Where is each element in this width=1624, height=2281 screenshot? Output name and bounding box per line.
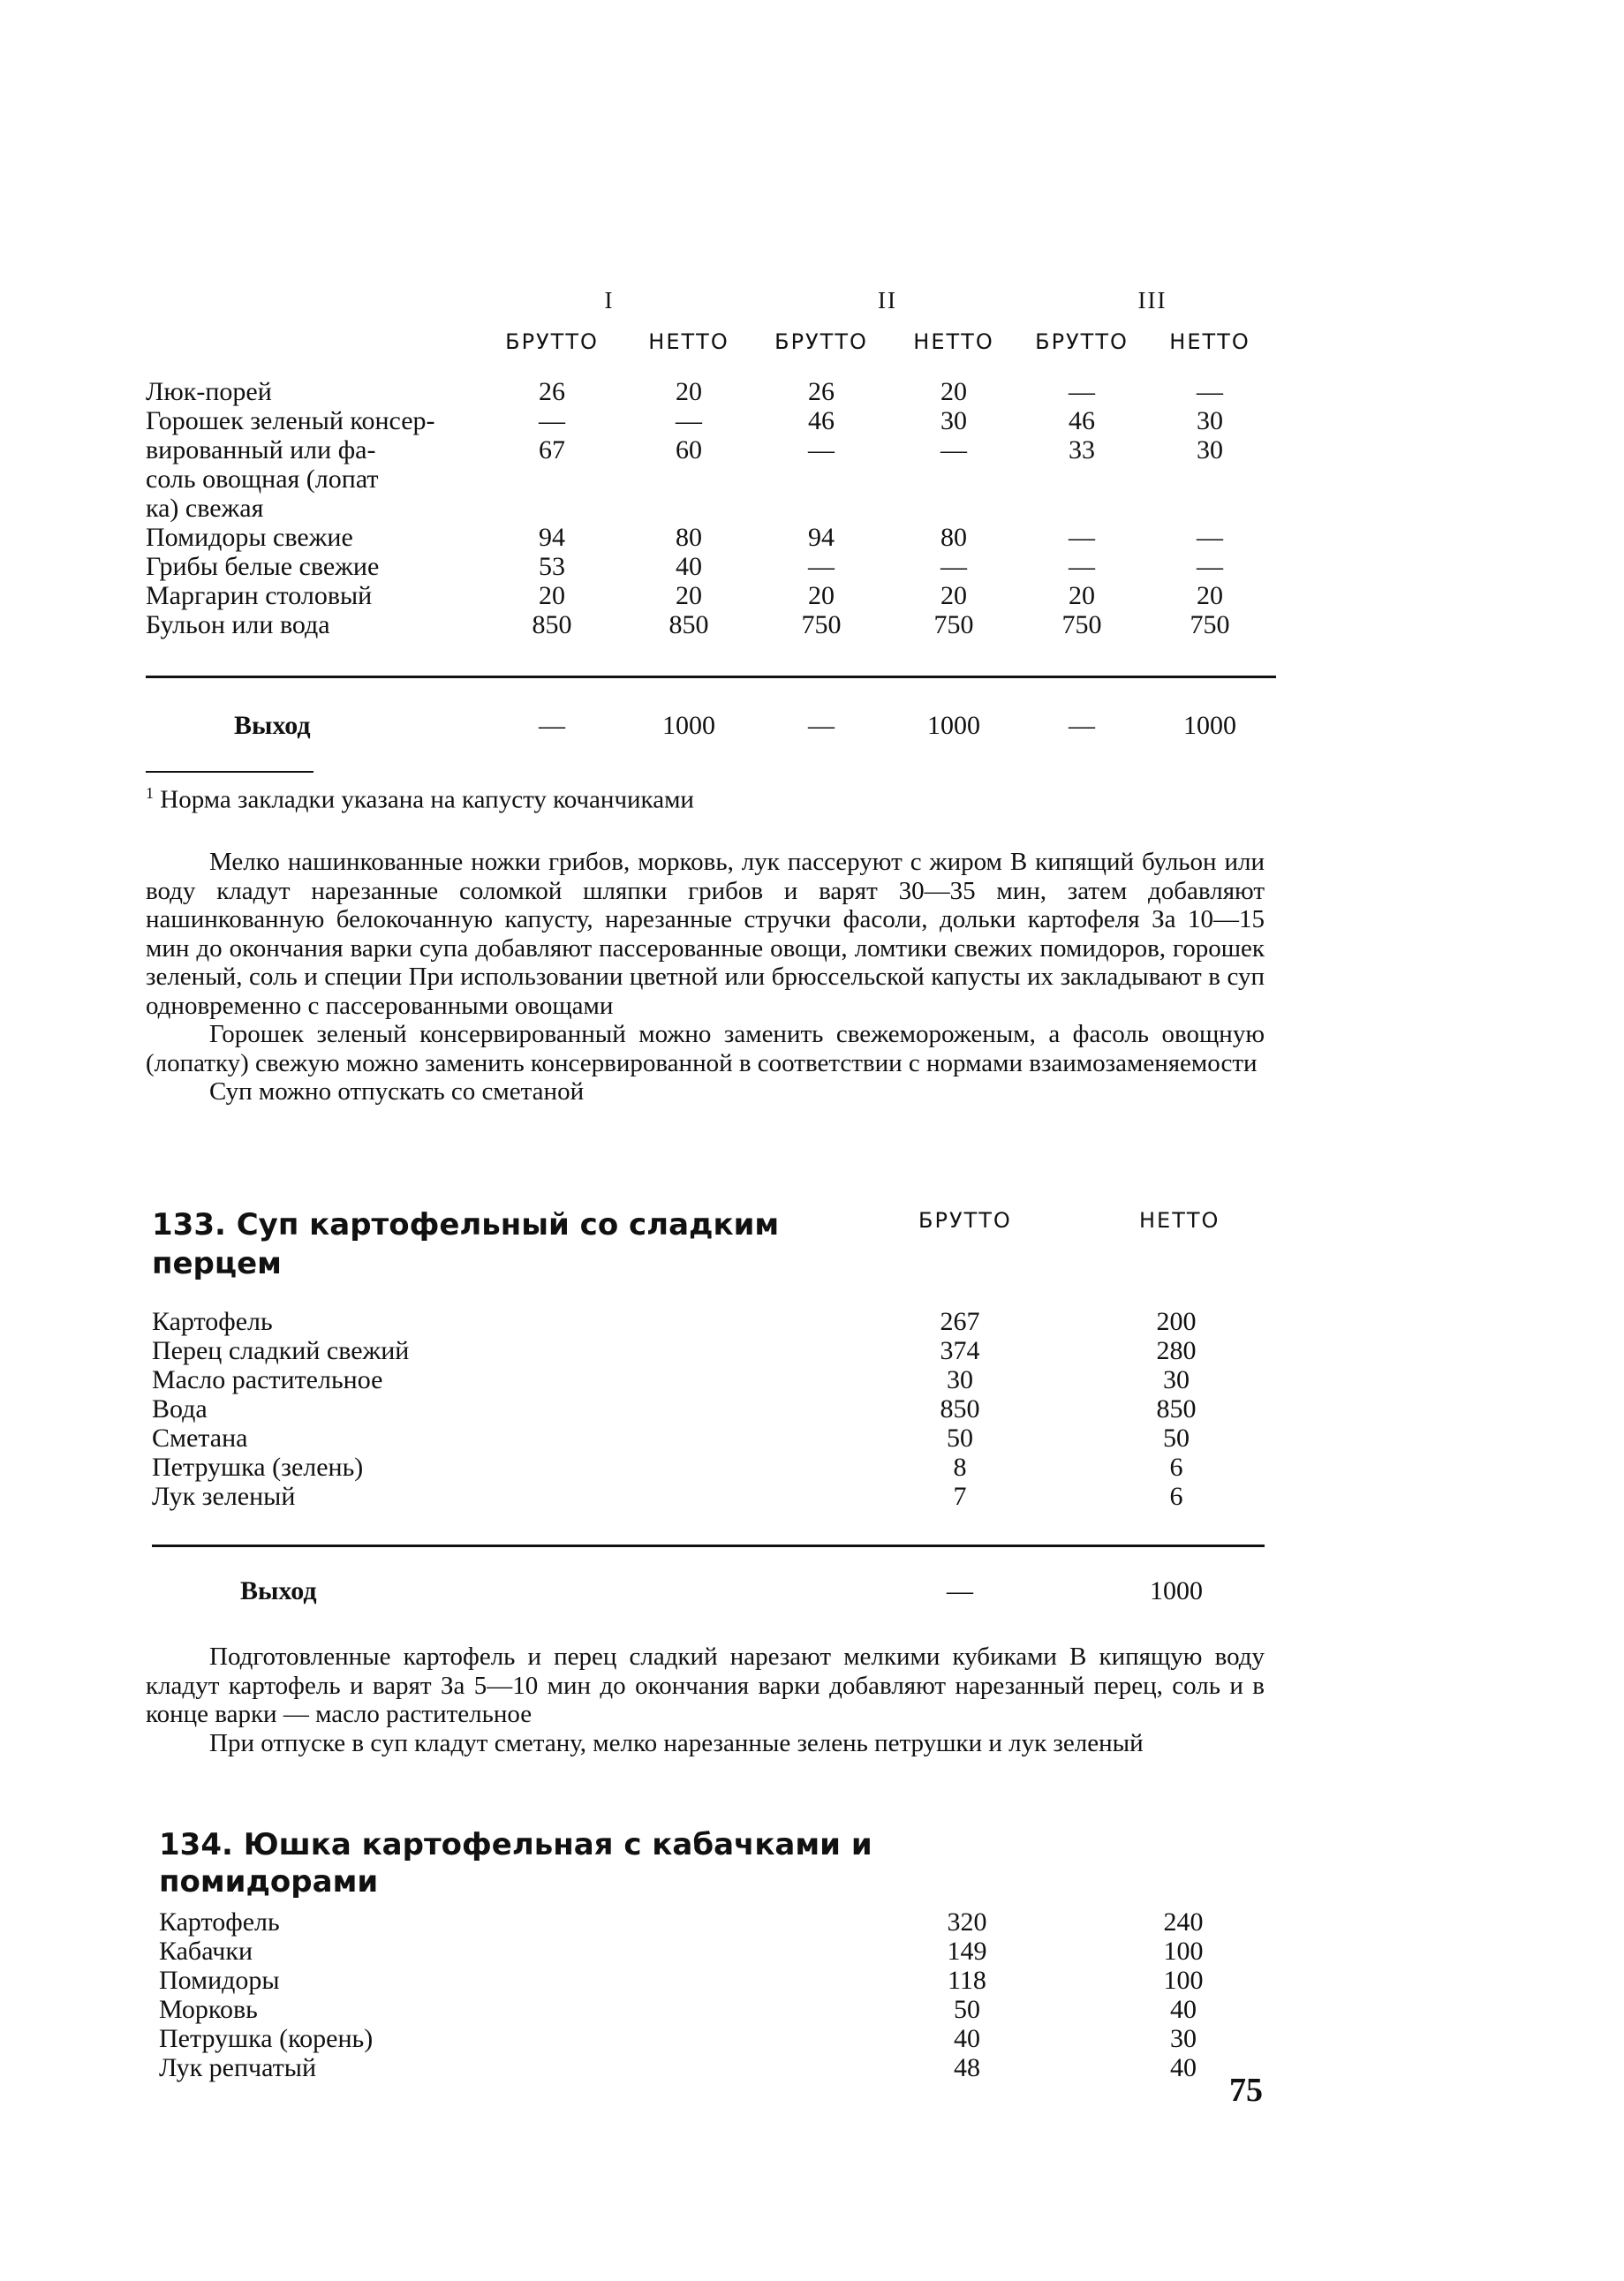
netto-cell: 100 [1163,1937,1204,1966]
netto-cell: 100 [1163,1966,1204,1995]
page-number: 75 [1229,2072,1263,2109]
column-header-brutto: БРУТТО [918,1208,1012,1233]
quantity-cell: — [940,435,967,465]
output-value: 1000 [927,711,980,740]
footnote-rule [146,771,313,773]
table-row [146,552,1276,581]
table-row [152,1424,1265,1453]
quantity-cell: — [808,552,835,581]
output-value: 1000 [662,711,715,740]
quantity-cell: — [1069,523,1095,552]
quantity-cell: — [1197,552,1223,581]
footnote-mark: 1 [146,784,154,802]
quantity-cell: — [539,406,565,435]
ingredient-name: Картофель [152,1307,273,1336]
brutto-cell: 320 [947,1907,987,1937]
quantity-cell: — [676,406,702,435]
ingredient-name: Помидоры свежие [146,523,353,552]
table-row [159,1907,1272,1937]
output-value: 1000 [1183,711,1236,740]
quantity-cell: 30 [940,406,967,435]
column-header: БРУТТО [774,329,868,354]
brutto-cell: 267 [940,1307,980,1336]
brutto-cell: 8 [953,1453,967,1482]
netto-cell: 240 [1163,1907,1204,1937]
paragraph: При отпуске в суп кладут сметану, мелко нарезанные зелень петрушки и лук зеленый [209,1728,1144,1757]
quantity-cell: 20 [1197,581,1223,610]
quantity-cell: — [1197,377,1223,406]
quantity-cell: 750 [1190,610,1230,639]
ingredients-table-variants [146,287,1276,740]
quantity-cell: 30 [1197,406,1223,435]
column-header-netto: НЕТТО [1139,1208,1220,1233]
recipe-134-ingredients [159,1907,1272,2082]
output-value: — [808,711,835,740]
table-row [152,1365,1265,1394]
quantity-cell: 40 [676,552,702,581]
output-value: — [1069,711,1095,740]
recipe-133-ingredients [152,1307,1265,1511]
table-row [159,2024,1272,2053]
quantity-cell: 26 [808,377,835,406]
ingredient-name: Перец сладкий свежий [152,1336,410,1365]
footnote [146,784,694,815]
netto-cell: 50 [1163,1424,1190,1453]
ingredient-name: вированный или фа- [146,435,376,465]
table-rule [146,676,1276,678]
table-row [152,1336,1265,1365]
ingredient-name: Лук репчатый [159,2053,316,2082]
paragraph: Горошек зеленый консервированный можно заменить свежемороженым, а фасоль овощную (лопатку) свежую можно заменить консервированной в соответствии с нормами взаимозаменяемости [146,1020,1265,1077]
table-body [146,377,1276,639]
table-row [146,465,1276,494]
quantity-cell: 850 [532,610,572,639]
recipe-title: 134. Юшка картофельная с кабачками и помидорами [159,1827,872,1900]
table-row [146,610,1276,639]
ingredient-name: соль овощная (лопат [146,465,379,494]
output-row [152,1576,1265,1612]
output-row [146,711,1276,746]
netto-cell: 6 [1169,1453,1183,1482]
netto-cell: 40 [1170,1995,1197,2024]
ingredient-name: Картофель [159,1907,280,1937]
table-row [152,1482,1265,1511]
ingredient-name: Люк-порей [146,377,272,406]
footnote-text: Норма закладки указана на капусту кочанчиками [160,785,694,814]
ingredient-name: Вода [152,1394,208,1424]
variant-header: I [604,287,615,313]
brutto-cell: 50 [947,1424,973,1453]
table-row [146,523,1276,552]
ingredient-name: Горошек зеленый консер- [146,406,435,435]
quantity-cell: 20 [676,377,702,406]
quantity-cell: 33 [1069,435,1095,465]
preparation-text [146,848,1265,1107]
preparation-text [146,1643,1265,1757]
quantity-cell: 26 [539,377,565,406]
quantity-cell: 30 [1197,435,1223,465]
brutto-cell: 50 [954,1995,980,2024]
variant-header: III [1137,287,1167,313]
brutto-cell: 118 [948,1966,986,1995]
quantity-cell: 60 [676,435,702,465]
output-value: — [539,711,565,740]
quantity-cell: — [1197,523,1223,552]
column-header: НЕТТО [648,329,729,354]
brutto-cell: 30 [947,1365,973,1394]
brutto-cell: 850 [940,1394,980,1424]
table-row [146,435,1276,465]
ingredient-name: Петрушка (зелень) [152,1453,364,1482]
brutto-cell: 48 [954,2053,980,2082]
quantity-cell: — [808,435,835,465]
brutto-cell: 40 [954,2024,980,2053]
ingredient-name: Бульон или вода [146,610,330,639]
ingredient-name: Петрушка (корень) [159,2024,374,2053]
ingredient-name: Сметана [152,1424,248,1453]
quantity-cell: 20 [539,581,565,610]
table-row [159,1966,1272,1995]
table-row [152,1307,1265,1336]
recipe-title: 133. Суп картофельный со сладким перцем [152,1207,780,1281]
ingredient-name: Грибы белые свежие [146,552,380,581]
variant-header: II [878,287,897,313]
netto-cell: 6 [1169,1482,1183,1511]
quantity-cell: — [1069,552,1095,581]
quantity-cell: 750 [933,610,974,639]
table-row [146,581,1276,610]
paragraph: Подготовленные картофель и перец сладкий нарезают мелкими кубиками В кипящую воду кладут картофель и варят За 5—10 мин до окончания варки добавляют нарезанный перец, соль и в конце варки — масло растительное [146,1643,1265,1728]
quantity-cell: 94 [808,523,835,552]
table-row [146,377,1276,406]
quantity-cell: 80 [940,523,967,552]
paragraph: Мелко нашинкованные ножки грибов, морковь, лук пассеруют с жиром В кипящий бульон или воду кладут нарезанные соломкой шляпки грибов и варят 30—35 мин, затем добавляют нашинкованную белокочанную капусту, нарезанные стручки фасоли, дольки картофеля За 10—15 мин до окончания варки супа добавляют пассерованные овощи, ломтики свежих помидоров, горошек зеленый, соль и специи При использовании цветной или брюссельской капусты их закладывают в суп одновременно с пассерованными овощами [146,848,1265,1020]
output-label: Выход [234,711,311,740]
table-row [159,1937,1272,1966]
quantity-cell: 94 [539,523,565,552]
table-row [146,406,1276,435]
netto-cell: 40 [1170,2053,1197,2082]
column-header: БРУТТО [1035,329,1129,354]
quantity-cell: 20 [940,377,967,406]
table-row [152,1453,1265,1482]
quantity-cell: 850 [668,610,709,639]
ingredient-name: Кабачки [159,1937,253,1966]
netto-cell: 850 [1156,1394,1197,1424]
ingredient-name: Масло растительное [152,1365,383,1394]
netto-cell: 200 [1156,1307,1197,1336]
table-rule [152,1545,1265,1547]
quantity-cell: 53 [539,552,565,581]
column-header: НЕТТО [913,329,994,354]
variant-group-headers [146,287,1276,329]
quantity-cell: 750 [801,610,842,639]
ingredient-name: Помидоры [159,1966,280,1995]
quantity-cell: 20 [1069,581,1095,610]
quantity-cell: 80 [676,523,702,552]
brutto-cell: 149 [947,1937,987,1966]
output-label: Выход [240,1576,317,1605]
table-row [159,1995,1272,2024]
quantity-cell: 67 [539,435,565,465]
quantity-cell: 20 [808,581,835,610]
ingredient-name: Морковь [159,1995,258,2024]
output-netto: 1000 [1150,1576,1203,1605]
quantity-cell: 46 [1069,406,1095,435]
netto-cell: 30 [1163,1365,1190,1394]
quantity-cell: 20 [940,581,967,610]
table-row [146,494,1276,523]
table-row [159,2053,1272,2082]
brutto-cell: 7 [953,1482,967,1511]
ingredient-name: Маргарин столовый [146,581,373,610]
quantity-cell: — [1069,377,1095,406]
quantity-cell: 750 [1061,610,1102,639]
ingredient-name: ка) свежая [146,494,264,523]
ingredient-name: Лук зеленый [152,1482,296,1511]
netto-cell: 30 [1170,2024,1197,2053]
table-row [152,1394,1265,1424]
column-header: БРУТТО [505,329,599,354]
netto-cell: 280 [1156,1336,1197,1365]
column-headers [146,329,1276,372]
quantity-cell: — [940,552,967,581]
paragraph: Суп можно отпускать со сметаной [209,1077,585,1106]
quantity-cell: 20 [676,581,702,610]
output-brutto: — [947,1576,973,1605]
quantity-cell: 46 [808,406,835,435]
column-header: НЕТТО [1169,329,1250,354]
brutto-cell: 374 [940,1336,980,1365]
